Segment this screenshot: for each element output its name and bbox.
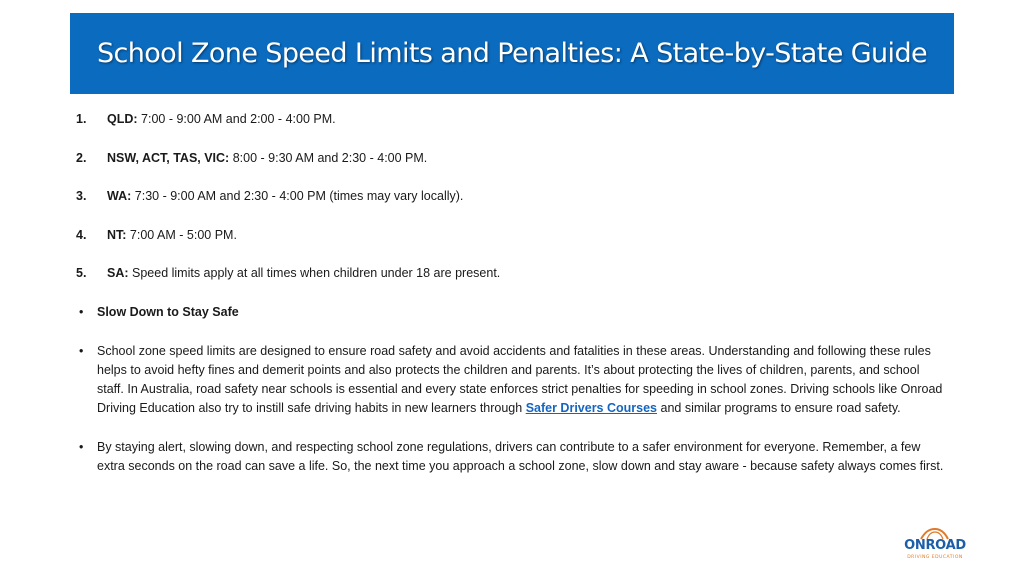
time-text: 7:30 - 9:00 AM and 2:30 - 4:00 PM (times may vary locally).	[131, 189, 464, 204]
section-heading: Slow Down to Stay Safe	[97, 304, 239, 319]
logo-wordmark: ONROAD	[904, 538, 966, 553]
state-label: SA:	[107, 266, 129, 281]
list-item	[76, 110, 946, 129]
list-number: 2.	[76, 150, 87, 165]
state-label: NT:	[107, 227, 127, 242]
bullet-item-paragraph	[76, 342, 946, 419]
list-number: 5.	[76, 266, 87, 281]
list-number: 3.	[76, 189, 87, 204]
list-item	[76, 187, 946, 206]
time-text: 8:00 - 9:30 AM and 2:30 - 4:00 PM.	[229, 150, 428, 165]
time-text: 7:00 AM - 5:00 PM.	[126, 227, 237, 242]
state-label: NSW, ACT, TAS, VIC:	[107, 150, 230, 165]
safer-drivers-courses-link[interactable]: Safer Drivers Courses	[525, 401, 658, 416]
bullet-icon: •	[79, 343, 84, 358]
bullet-icon: •	[79, 440, 84, 455]
list-item	[76, 264, 946, 283]
time-text: 7:00 - 9:00 AM and 2:00 - 4:00 PM.	[137, 112, 336, 126]
time-text: Speed limits apply at all times when children under 18 are present.	[128, 266, 501, 281]
paragraph-text: and similar programs to ensure road safety.	[657, 401, 901, 416]
bullet-item-heading	[76, 303, 946, 322]
onroad-logo	[893, 528, 975, 564]
list-item	[76, 226, 946, 245]
paragraph-text: School zone speed limits are designed to ensure road safety and avoid accidents and fatalities in these areas. Understanding and following these rules helps to avoid hefty fines and demerit points and also protects the children and parents. It’s about protecting the lives of children, parents, and school staff. In Australia, road safety near schools is essential and every state enforces strict penalties for speeding in school zones. Driving schools like Onroad Driving Education also try to instill safe driving habits in new learners through	[97, 343, 943, 416]
state-label: WA:	[107, 189, 132, 204]
bullet-icon: •	[79, 304, 84, 319]
state-label: QLD:	[107, 112, 138, 126]
content-body	[76, 110, 946, 477]
page-title: School Zone Speed Limits and Penalties: A State-by-State Guide	[96, 38, 928, 69]
list-number: 1.	[76, 112, 87, 126]
list-item	[76, 149, 946, 168]
logo-tagline: DRIVING EDUCATION	[907, 555, 963, 560]
bullet-item-paragraph	[76, 438, 946, 477]
title-banner	[70, 13, 954, 94]
list-number: 4.	[76, 227, 87, 242]
paragraph-text: By staying alert, slowing down, and respecting school zone regulations, drivers can contribute to a safer environment for everyone. Remember, a few extra seconds on the road can save a life. So, the next time you approach a school zone, slow down and stay aware - because safety always comes first.	[97, 440, 944, 474]
